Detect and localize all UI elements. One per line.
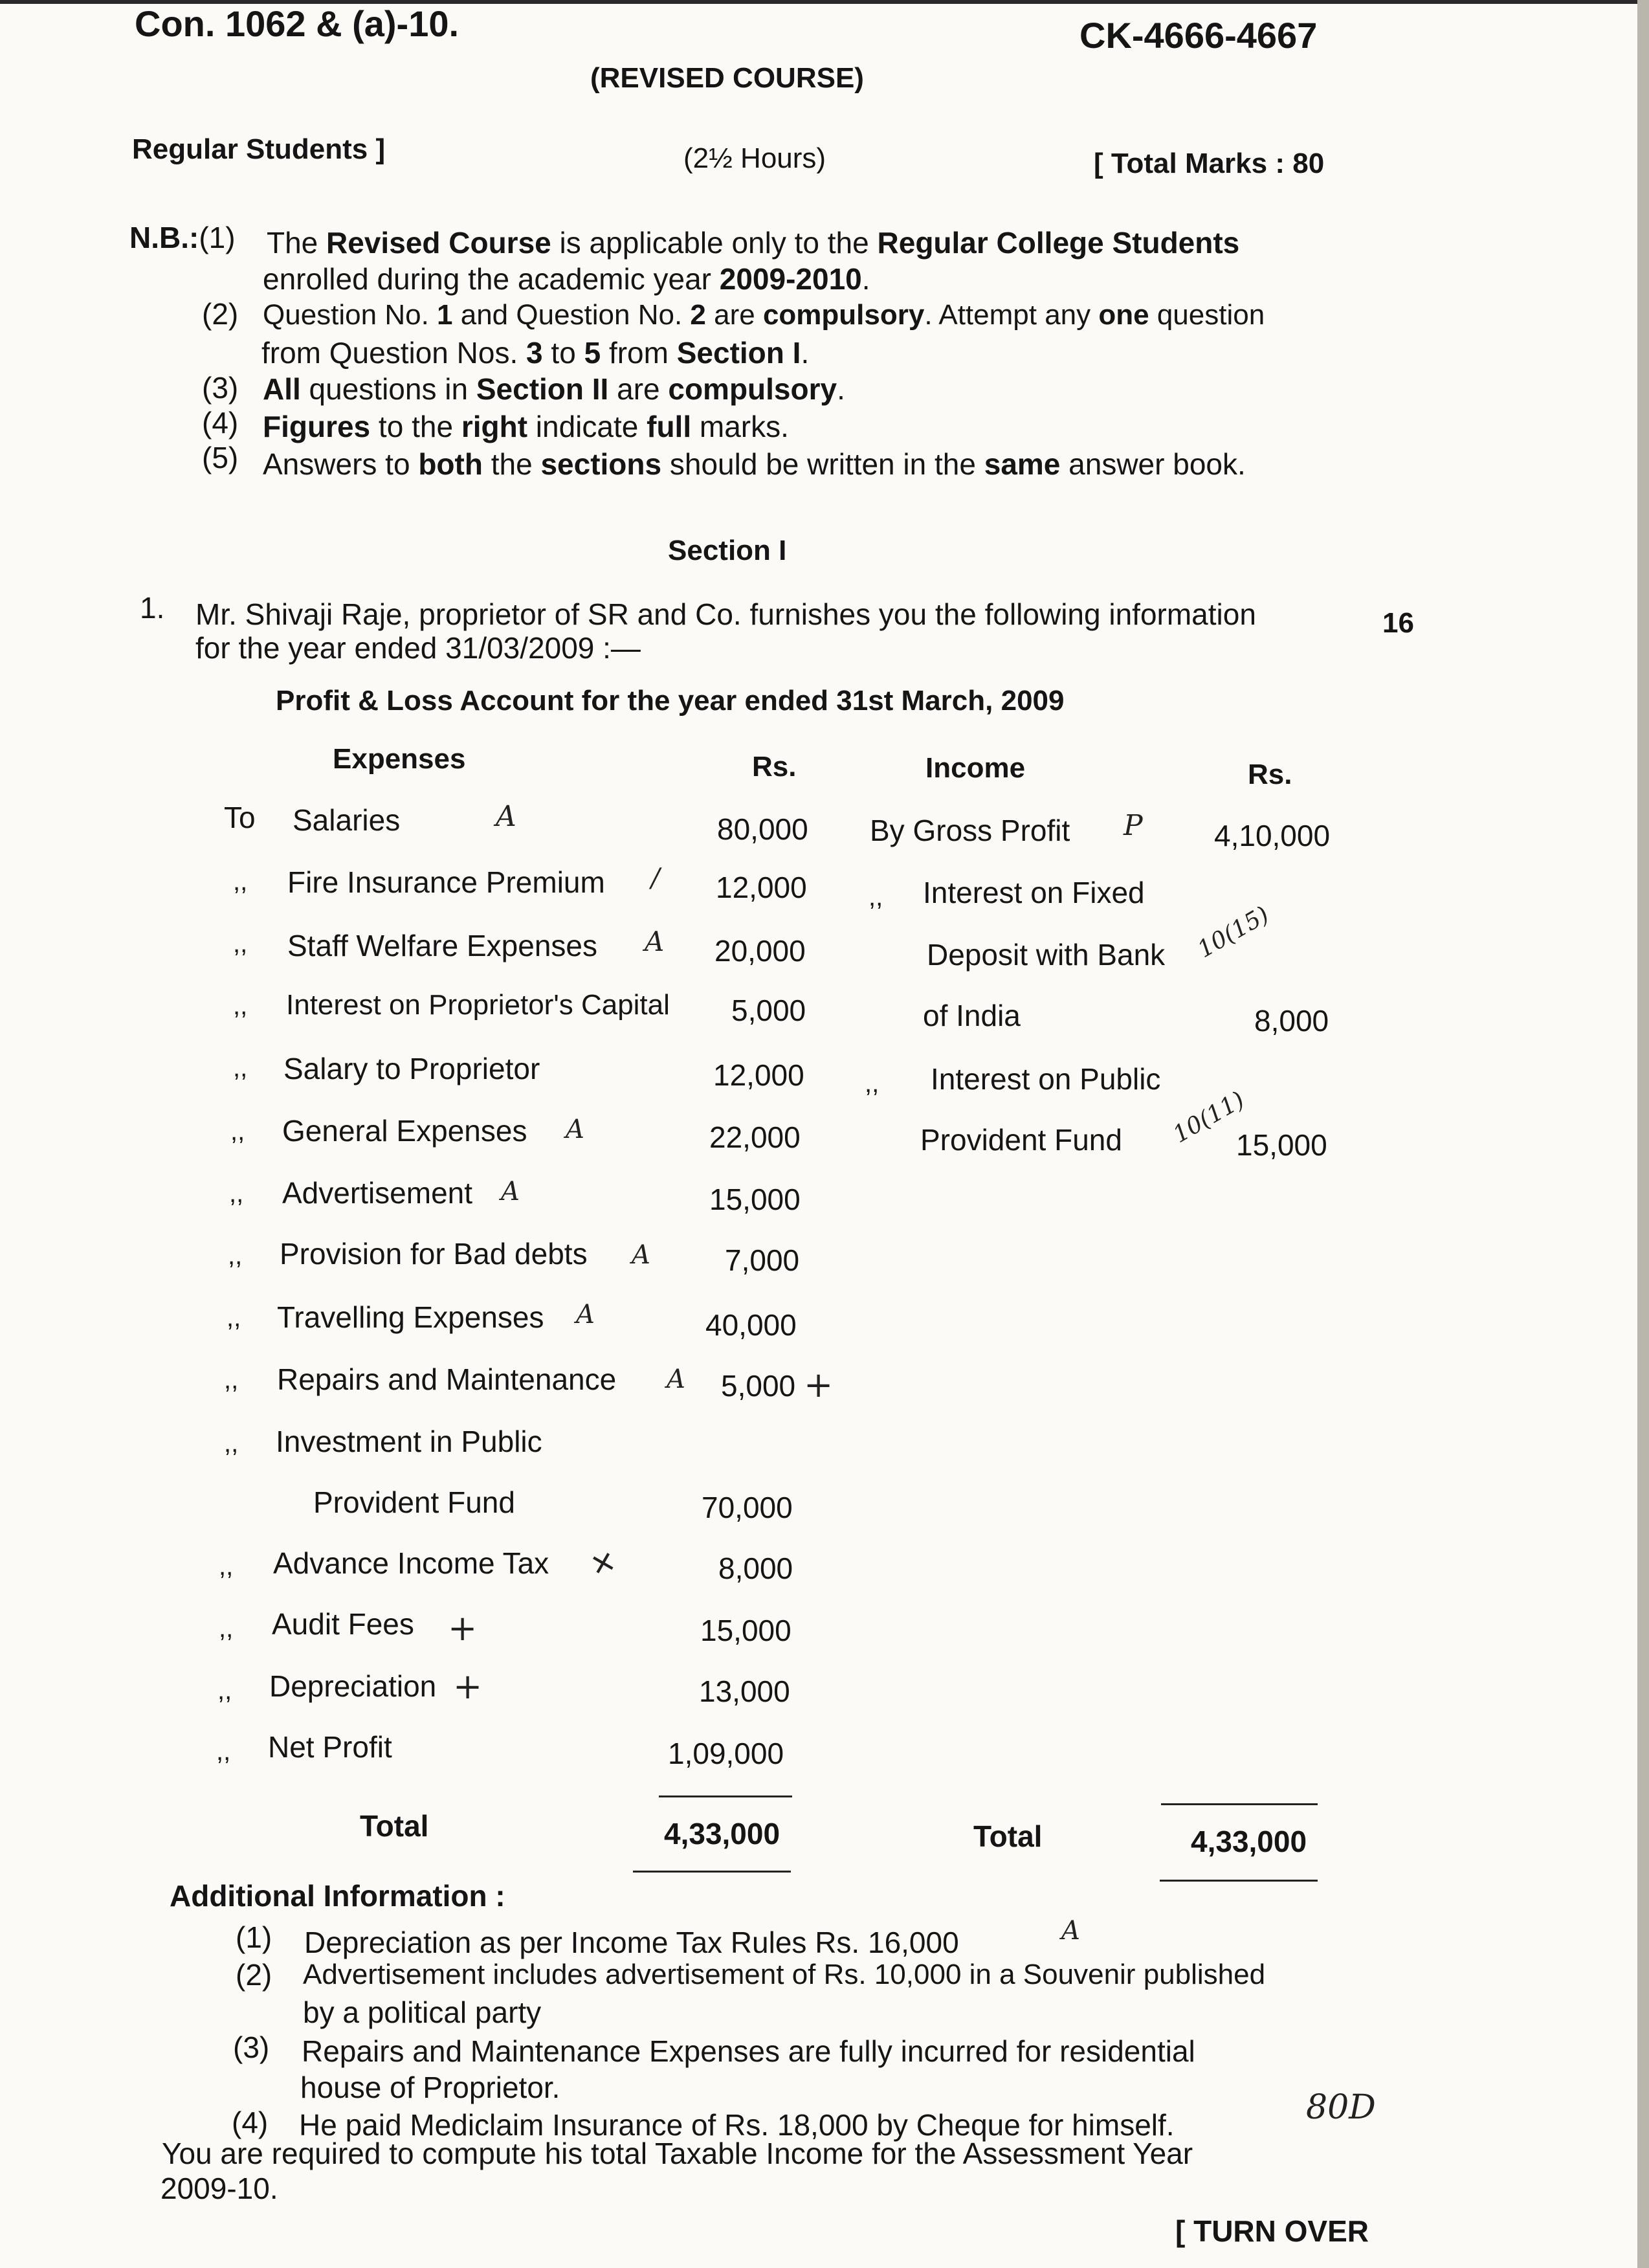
- nb-item-2-line2: [261, 335, 809, 370]
- expense-label: Salary to Proprietor: [283, 1052, 540, 1085]
- income-label: Interest on Fixed: [923, 876, 1145, 909]
- income-label: [870, 813, 1070, 848]
- header-expenses: Expenses: [333, 743, 466, 775]
- text: .: [801, 336, 810, 370]
- expense-amount: 15,000: [709, 1183, 801, 1216]
- total-amount-right: 4,33,000: [1191, 1825, 1307, 1858]
- text: .: [837, 372, 845, 406]
- row-prefix: To: [224, 801, 256, 834]
- additional-item-2-line2: by a political party: [303, 1996, 542, 2029]
- additional-num: (4): [232, 2106, 269, 2139]
- ditto-mark: ,,: [224, 1429, 239, 1458]
- ditto-mark: ,,: [869, 883, 883, 911]
- additional-item-2: Advertisement includes advertisement of Rs. 10,000 in a Souvenir published: [303, 1959, 1266, 1990]
- text: from: [601, 336, 677, 370]
- expense-amount: 5,000: [721, 1369, 796, 1403]
- income-label: Deposit with Bank: [927, 938, 1166, 972]
- header-rs-left: Rs.: [752, 751, 797, 783]
- text: both: [418, 447, 483, 481]
- expense-label: General Expenses: [282, 1114, 527, 1148]
- expense-amount: 20,000: [714, 934, 806, 968]
- paper-code-right: CK-4666-4667: [1079, 15, 1318, 56]
- question-number: 1.: [140, 591, 165, 625]
- pen-mark: /: [651, 863, 660, 893]
- course-label: (REVISED COURSE): [590, 62, 864, 94]
- text: to: [542, 336, 584, 370]
- additional-item-4: He paid Mediclaim Insurance of Rs. 18,000 by Cheque for himself.: [299, 2108, 1175, 2142]
- text: the: [482, 447, 541, 481]
- expense-label: Interest on Proprietor's Capital: [286, 989, 670, 1021]
- text: one: [1098, 299, 1149, 331]
- expense-label: Advance Income Tax: [273, 1546, 549, 1580]
- total-marks: [ Total Marks : 80: [1094, 148, 1325, 179]
- pen-80d: 80D: [1306, 2088, 1376, 2127]
- pen-tick: A: [501, 1177, 520, 1206]
- text: Answers to: [263, 447, 419, 481]
- income-amount: 4,10,000: [1214, 819, 1331, 852]
- expense-amount: 15,000: [700, 1614, 791, 1647]
- ditto-mark: ,,: [865, 1069, 880, 1098]
- nb-num-4: (4): [202, 406, 239, 439]
- additional-item-1: Depreciation as per Income Tax Rules Rs. 16,000: [304, 1926, 959, 1959]
- pen-section-10-11: 10(11): [1168, 1086, 1249, 1149]
- nb-item-5: [263, 447, 1246, 482]
- expense-amount: 70,000: [702, 1491, 793, 1524]
- duration: (2½ Hours): [683, 142, 826, 174]
- expense-label: Provident Fund: [313, 1485, 515, 1519]
- text: and Question No.: [452, 299, 691, 331]
- expense-label: Salaries: [293, 803, 401, 837]
- text: to the: [370, 410, 461, 443]
- text: are: [705, 299, 763, 331]
- text: . Attempt any: [924, 299, 1099, 331]
- text: .: [861, 262, 870, 296]
- text: same: [984, 447, 1061, 481]
- ditto-mark: ,,: [217, 1676, 232, 1705]
- expense-label: Audit Fees: [272, 1607, 414, 1641]
- text: question: [1149, 299, 1265, 331]
- expense-label: Fire Insurance Premium: [287, 865, 605, 899]
- pen-plus: +: [448, 1608, 478, 1649]
- header-rs-right: Rs.: [1248, 759, 1292, 790]
- nb-num-5: (5): [202, 441, 239, 474]
- expense-amount: 12,000: [716, 871, 807, 904]
- expense-amount: 13,000: [699, 1674, 790, 1708]
- total-rule-bottom-left: [633, 1871, 791, 1873]
- total-rule-top-right: [1161, 1803, 1318, 1805]
- ditto-mark: ,,: [233, 929, 248, 958]
- additional-item-3-line2: house of Proprietor.: [300, 2071, 560, 2104]
- ditto-mark: ,,: [233, 1054, 248, 1082]
- pen-plus: +: [453, 1666, 483, 1707]
- pen-plus: +: [804, 1364, 834, 1405]
- text: Figures: [263, 410, 371, 443]
- additional-title: Additional Information :: [170, 1879, 505, 1913]
- total-label-left: Total: [360, 1809, 429, 1843]
- question-line-2: for the year ended 31/03/2009 :—: [195, 631, 641, 665]
- question-marks: 16: [1382, 607, 1414, 639]
- text: enrolled during the academic year: [263, 262, 720, 296]
- ditto-mark: ,,: [224, 1366, 239, 1394]
- nb-num-2: (2): [202, 297, 239, 331]
- total-amount-left: 4,33,000: [664, 1817, 780, 1851]
- text: All: [263, 372, 301, 406]
- income-label: Provident Fund: [920, 1123, 1122, 1157]
- pen-tick: A: [496, 800, 516, 833]
- ditto-mark: ,,: [228, 1241, 243, 1270]
- paper-code-left: Con. 1062 & (a)-10.: [135, 3, 459, 44]
- pen-tick: A: [576, 1300, 595, 1329]
- expense-label: Investment in Public: [276, 1425, 542, 1458]
- expense-amount: 12,000: [713, 1058, 804, 1092]
- text: sections: [540, 447, 662, 481]
- text: marks.: [691, 410, 789, 443]
- text: answer book.: [1060, 447, 1246, 481]
- expense-amount: 40,000: [705, 1308, 797, 1342]
- additional-item-3: Repairs and Maintenance Expenses are fully incurred for residential: [302, 2034, 1195, 2068]
- text: right: [461, 410, 528, 443]
- header-income: Income: [925, 752, 1026, 784]
- text: 1: [437, 299, 453, 331]
- nb-label: [129, 220, 236, 255]
- students-label: Regular Students ]: [132, 133, 386, 165]
- income-label: Interest on Public: [931, 1062, 1161, 1096]
- closing-line-2: 2009-10.: [160, 2172, 278, 2205]
- nb-item-1: [267, 225, 1239, 260]
- turn-over: [ TURN OVER: [1175, 2214, 1369, 2248]
- expense-label: Net Profit: [268, 1730, 392, 1764]
- ditto-mark: ,,: [219, 1552, 234, 1581]
- additional-num: (3): [233, 2030, 270, 2064]
- text: compulsory: [668, 372, 837, 406]
- ditto-mark: ,,: [227, 1304, 241, 1332]
- ditto-mark: ,,: [219, 1614, 234, 1643]
- expense-amount: 80,000: [717, 812, 808, 846]
- text: questions in: [300, 372, 476, 406]
- expense-amount: 7,000: [725, 1243, 800, 1277]
- income-label: of India: [923, 999, 1021, 1032]
- text: indicate: [527, 410, 647, 443]
- expense-label: Staff Welfare Expenses: [287, 929, 598, 962]
- ditto-mark: ,,: [229, 1179, 244, 1208]
- text: Section I: [676, 336, 801, 370]
- ditto-mark: ,,: [216, 1737, 231, 1766]
- text: Regular College Students: [877, 226, 1240, 260]
- expense-label: Travelling Expenses: [277, 1300, 544, 1334]
- text: are: [608, 372, 669, 406]
- expense-label: Repairs and Maintenance: [277, 1362, 617, 1396]
- total-rule-bottom-right: [1160, 1880, 1318, 1882]
- expense-amount: 22,000: [709, 1120, 801, 1154]
- pen-tick: A: [632, 1240, 650, 1270]
- text: 2009-2010: [719, 262, 862, 296]
- text: Question No.: [263, 299, 437, 331]
- ditto-mark: ,,: [233, 867, 248, 896]
- pen-section-10-15: 10(15): [1193, 901, 1274, 964]
- additional-num: (1): [236, 1920, 272, 1954]
- expense-amount: 1,09,000: [668, 1737, 784, 1770]
- expense-amount: 8,000: [718, 1551, 793, 1585]
- pen-tick: A: [566, 1115, 584, 1144]
- text: Section II: [476, 372, 609, 406]
- expense-label: Advertisement: [282, 1176, 473, 1210]
- nb-num-3: (3): [202, 371, 239, 405]
- pen-plus: +: [581, 1537, 626, 1588]
- ditto-mark: ,,: [233, 992, 248, 1020]
- text: full: [647, 410, 692, 443]
- text: should be written in the: [661, 447, 984, 481]
- text: compulsory: [762, 299, 925, 331]
- pl-title: Profit & Loss Account for the year ended 31st March, 2009: [276, 685, 1065, 717]
- text: The: [267, 226, 327, 260]
- total-rule-top-left: [659, 1796, 792, 1797]
- pen-tick: A: [1061, 1916, 1080, 1946]
- income-amount: 8,000: [1254, 1004, 1329, 1038]
- pen-tick: A: [667, 1364, 685, 1394]
- question-line-1: Mr. Shivaji Raje, proprietor of SR and Co. furnishes you the following information: [195, 597, 1256, 631]
- section-title: Section I: [668, 535, 787, 566]
- nb-prefix: N.B.:: [129, 221, 199, 254]
- expense-label: Depreciation: [269, 1669, 437, 1703]
- nb-item-1-line2: [263, 261, 870, 296]
- ditto-mark: ,,: [230, 1117, 245, 1146]
- pen-p: P: [1123, 809, 1143, 842]
- nb-item-3: [263, 372, 845, 406]
- closing-line-1: You are required to compute his total Taxable Income for the Assessment Year: [162, 2137, 1193, 2170]
- nb-item-2: [263, 299, 1265, 331]
- text: Revised Course: [326, 226, 551, 260]
- expense-amount: 5,000: [731, 994, 806, 1027]
- expense-label: Provision for Bad debts: [280, 1237, 588, 1271]
- right-scan-edge: [1637, 0, 1649, 2268]
- text: 5: [584, 336, 601, 370]
- income-amount: 15,000: [1236, 1128, 1327, 1162]
- text: from Question Nos.: [261, 336, 527, 370]
- row-prefix: By: [870, 814, 905, 847]
- text: 2: [690, 299, 706, 331]
- total-label-right: Total: [973, 1819, 1043, 1853]
- pen-tick: A: [645, 926, 665, 957]
- nb-item-4: [263, 409, 789, 444]
- income-label-text: Gross Profit: [913, 814, 1070, 847]
- additional-num: (2): [236, 1958, 272, 1992]
- nb-num: (1): [199, 221, 236, 254]
- text: 3: [526, 336, 543, 370]
- text: is applicable only to the: [551, 226, 878, 260]
